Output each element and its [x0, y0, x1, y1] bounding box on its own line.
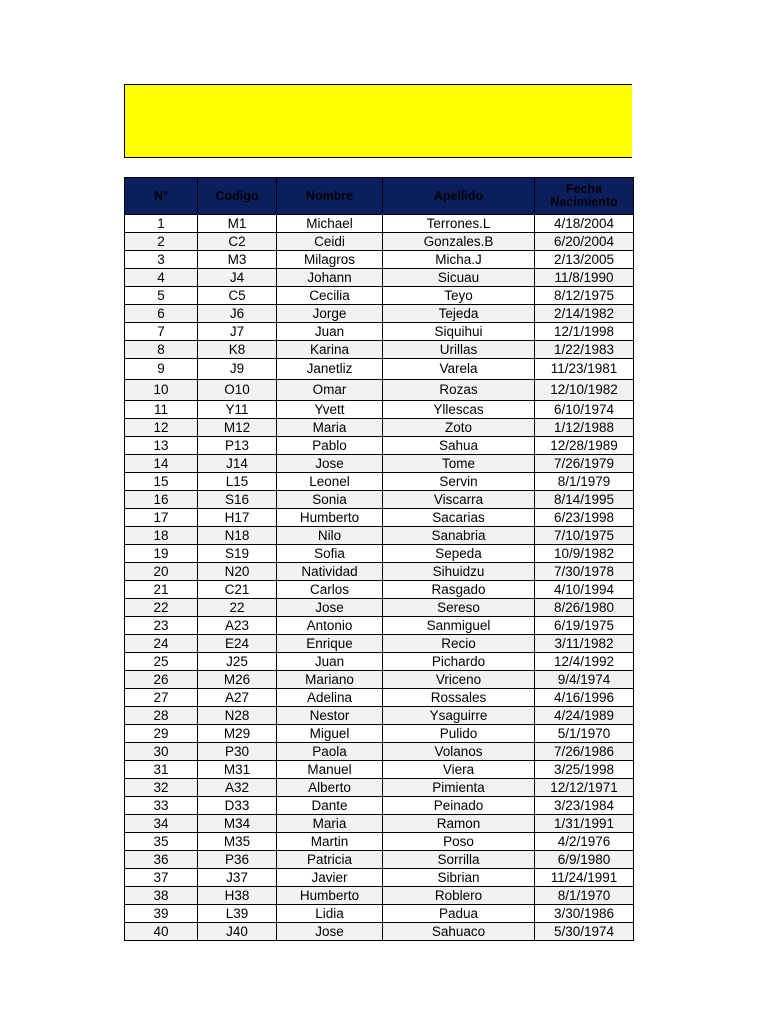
cell-last-name: Rossales [383, 689, 535, 707]
cell-last-name: Servin [383, 473, 535, 491]
cell-number: 34 [125, 815, 198, 833]
cell-birth-date: 8/1/1970 [535, 887, 634, 905]
cell-number: 15 [125, 473, 198, 491]
cell-code: J40 [198, 923, 277, 941]
table-row [125, 797, 634, 815]
cell-number: 21 [125, 581, 198, 599]
cell-first-name: Lidia [277, 905, 383, 923]
column-header-code: Codigo [198, 178, 277, 215]
cell-birth-date: 4/18/2004 [535, 215, 634, 233]
cell-code: M12 [198, 419, 277, 437]
cell-first-name: Dante [277, 797, 383, 815]
table-row [125, 635, 634, 653]
table-row [125, 359, 634, 380]
cell-code: M26 [198, 671, 277, 689]
cell-code: J14 [198, 455, 277, 473]
cell-number: 28 [125, 707, 198, 725]
cell-code: E24 [198, 635, 277, 653]
cell-birth-date: 11/24/1991 [535, 869, 634, 887]
cell-number: 5 [125, 287, 198, 305]
cell-code: J25 [198, 653, 277, 671]
cell-last-name: Pimienta [383, 779, 535, 797]
cell-code: M3 [198, 251, 277, 269]
cell-code: L15 [198, 473, 277, 491]
cell-code: M34 [198, 815, 277, 833]
cell-first-name: Alberto [277, 779, 383, 797]
cell-number: 7 [125, 323, 198, 341]
cell-birth-date: 2/14/1982 [535, 305, 634, 323]
cell-code: M35 [198, 833, 277, 851]
cell-code: N20 [198, 563, 277, 581]
cell-code: J7 [198, 323, 277, 341]
cell-number: 19 [125, 545, 198, 563]
cell-last-name: Sereso [383, 599, 535, 617]
cell-first-name: Jose [277, 923, 383, 941]
cell-code: M1 [198, 215, 277, 233]
cell-birth-date: 7/26/1979 [535, 455, 634, 473]
table-row [125, 509, 634, 527]
cell-birth-date: 6/10/1974 [535, 401, 634, 419]
table-row [125, 653, 634, 671]
cell-last-name: Roblero [383, 887, 535, 905]
cell-birth-date: 6/19/1975 [535, 617, 634, 635]
cell-code: A27 [198, 689, 277, 707]
table-row [125, 287, 634, 305]
table-row [125, 215, 634, 233]
cell-first-name: Patricia [277, 851, 383, 869]
cell-first-name: Johann [277, 269, 383, 287]
cell-number: 14 [125, 455, 198, 473]
cell-number: 31 [125, 761, 198, 779]
table-row [125, 419, 634, 437]
cell-first-name: Michael [277, 215, 383, 233]
cell-code: Y11 [198, 401, 277, 419]
table-row [125, 833, 634, 851]
students-table [124, 177, 634, 941]
cell-last-name: Padua [383, 905, 535, 923]
cell-code: 22 [198, 599, 277, 617]
cell-birth-date: 5/1/1970 [535, 725, 634, 743]
cell-birth-date: 3/11/1982 [535, 635, 634, 653]
table-row [125, 269, 634, 287]
table-row [125, 779, 634, 797]
table-row [125, 251, 634, 269]
cell-last-name: Zoto [383, 419, 535, 437]
cell-number: 3 [125, 251, 198, 269]
cell-number: 2 [125, 233, 198, 251]
cell-first-name: Humberto [277, 509, 383, 527]
cell-number: 26 [125, 671, 198, 689]
cell-code: D33 [198, 797, 277, 815]
cell-birth-date: 6/9/1980 [535, 851, 634, 869]
cell-code: C2 [198, 233, 277, 251]
cell-code: A32 [198, 779, 277, 797]
table-row [125, 869, 634, 887]
table-row [125, 455, 634, 473]
cell-number: 12 [125, 419, 198, 437]
cell-number: 30 [125, 743, 198, 761]
cell-birth-date: 7/26/1986 [535, 743, 634, 761]
cell-code: O10 [198, 380, 277, 401]
table-row [125, 437, 634, 455]
cell-last-name: Ramon [383, 815, 535, 833]
cell-first-name: Maria [277, 815, 383, 833]
cell-first-name: Carlos [277, 581, 383, 599]
cell-code: C21 [198, 581, 277, 599]
column-header-number: N° [125, 178, 198, 215]
cell-birth-date: 1/12/1988 [535, 419, 634, 437]
table-row [125, 671, 634, 689]
cell-first-name: Humberto [277, 887, 383, 905]
cell-code: M31 [198, 761, 277, 779]
cell-last-name: Micha.J [383, 251, 535, 269]
cell-last-name: Terrones.L [383, 215, 535, 233]
cell-birth-date: 6/20/2004 [535, 233, 634, 251]
cell-number: 9 [125, 359, 198, 380]
cell-number: 40 [125, 923, 198, 941]
column-header-birth-date: Fecha Nacimiento [535, 178, 634, 215]
title-banner [124, 84, 632, 158]
cell-code: J9 [198, 359, 277, 380]
cell-first-name: Jose [277, 455, 383, 473]
cell-birth-date: 4/24/1989 [535, 707, 634, 725]
table-row [125, 491, 634, 509]
cell-first-name: Manuel [277, 761, 383, 779]
cell-birth-date: 7/10/1975 [535, 527, 634, 545]
cell-birth-date: 4/10/1994 [535, 581, 634, 599]
table-row [125, 527, 634, 545]
cell-number: 10 [125, 380, 198, 401]
cell-first-name: Juan [277, 323, 383, 341]
table-row [125, 707, 634, 725]
cell-code: P30 [198, 743, 277, 761]
cell-code: P36 [198, 851, 277, 869]
cell-first-name: Janetliz [277, 359, 383, 380]
cell-last-name: Poso [383, 833, 535, 851]
table-row [125, 851, 634, 869]
cell-code: M29 [198, 725, 277, 743]
cell-number: 35 [125, 833, 198, 851]
cell-first-name: Karina [277, 341, 383, 359]
cell-code: P13 [198, 437, 277, 455]
table-row [125, 599, 634, 617]
table-row [125, 305, 634, 323]
cell-birth-date: 7/30/1978 [535, 563, 634, 581]
cell-first-name: Maria [277, 419, 383, 437]
cell-number: 4 [125, 269, 198, 287]
cell-code: A23 [198, 617, 277, 635]
cell-code: N18 [198, 527, 277, 545]
cell-code: S16 [198, 491, 277, 509]
cell-first-name: Ceidi [277, 233, 383, 251]
cell-birth-date: 12/12/1971 [535, 779, 634, 797]
table-row [125, 401, 634, 419]
cell-last-name: Tome [383, 455, 535, 473]
cell-first-name: Adelina [277, 689, 383, 707]
cell-birth-date: 5/30/1974 [535, 923, 634, 941]
cell-last-name: Vriceno [383, 671, 535, 689]
table-row [125, 341, 634, 359]
table-row [125, 563, 634, 581]
cell-number: 22 [125, 599, 198, 617]
cell-number: 24 [125, 635, 198, 653]
table-row [125, 233, 634, 251]
table-row [125, 689, 634, 707]
cell-last-name: Pulido [383, 725, 535, 743]
cell-last-name: Siquihui [383, 323, 535, 341]
cell-last-name: Sahuaco [383, 923, 535, 941]
cell-last-name: Sahua [383, 437, 535, 455]
cell-last-name: Ysaguirre [383, 707, 535, 725]
column-header-first-name: Nombre [277, 178, 383, 215]
cell-birth-date: 2/13/2005 [535, 251, 634, 269]
cell-first-name: Jorge [277, 305, 383, 323]
cell-last-name: Sibrian [383, 869, 535, 887]
table-body [125, 215, 634, 941]
cell-birth-date: 3/30/1986 [535, 905, 634, 923]
cell-last-name: Sanabria [383, 527, 535, 545]
table-row [125, 323, 634, 341]
cell-last-name: Viscarra [383, 491, 535, 509]
cell-birth-date: 12/10/1982 [535, 380, 634, 401]
cell-birth-date: 12/4/1992 [535, 653, 634, 671]
cell-number: 8 [125, 341, 198, 359]
cell-first-name: Pablo [277, 437, 383, 455]
cell-birth-date: 8/26/1980 [535, 599, 634, 617]
cell-last-name: Sacarias [383, 509, 535, 527]
cell-code: S19 [198, 545, 277, 563]
cell-first-name: Jose [277, 599, 383, 617]
cell-birth-date: 1/31/1991 [535, 815, 634, 833]
cell-first-name: Leonel [277, 473, 383, 491]
cell-birth-date: 8/12/1975 [535, 287, 634, 305]
cell-birth-date: 6/23/1998 [535, 509, 634, 527]
cell-last-name: Pichardo [383, 653, 535, 671]
table-row [125, 545, 634, 563]
cell-code: J37 [198, 869, 277, 887]
cell-last-name: Viera [383, 761, 535, 779]
cell-last-name: Varela [383, 359, 535, 380]
cell-first-name: Sonia [277, 491, 383, 509]
cell-last-name: Urillas [383, 341, 535, 359]
cell-last-name: Sanmiguel [383, 617, 535, 635]
cell-last-name: Recio [383, 635, 535, 653]
cell-last-name: Peinado [383, 797, 535, 815]
cell-birth-date: 3/23/1984 [535, 797, 634, 815]
cell-number: 20 [125, 563, 198, 581]
cell-first-name: Omar [277, 380, 383, 401]
cell-first-name: Antonio [277, 617, 383, 635]
cell-number: 33 [125, 797, 198, 815]
cell-last-name: Rasgado [383, 581, 535, 599]
cell-number: 37 [125, 869, 198, 887]
table-row [125, 815, 634, 833]
cell-last-name: Sorrilla [383, 851, 535, 869]
table-row [125, 761, 634, 779]
cell-code: C5 [198, 287, 277, 305]
cell-number: 36 [125, 851, 198, 869]
cell-last-name: Tejeda [383, 305, 535, 323]
cell-first-name: Martin [277, 833, 383, 851]
table-row [125, 905, 634, 923]
table-row [125, 923, 634, 941]
cell-birth-date: 11/8/1990 [535, 269, 634, 287]
cell-number: 32 [125, 779, 198, 797]
cell-birth-date: 3/25/1998 [535, 761, 634, 779]
table-row [125, 581, 634, 599]
cell-last-name: Sicuau [383, 269, 535, 287]
cell-first-name: Mariano [277, 671, 383, 689]
cell-first-name: Natividad [277, 563, 383, 581]
cell-number: 16 [125, 491, 198, 509]
cell-code: H17 [198, 509, 277, 527]
cell-last-name: Volanos [383, 743, 535, 761]
cell-number: 27 [125, 689, 198, 707]
cell-last-name: Sepeda [383, 545, 535, 563]
cell-number: 1 [125, 215, 198, 233]
cell-last-name: Gonzales.B [383, 233, 535, 251]
cell-number: 38 [125, 887, 198, 905]
cell-first-name: Milagros [277, 251, 383, 269]
table-header-row [125, 178, 634, 215]
cell-number: 23 [125, 617, 198, 635]
cell-number: 39 [125, 905, 198, 923]
cell-birth-date: 4/2/1976 [535, 833, 634, 851]
cell-first-name: Enrique [277, 635, 383, 653]
cell-first-name: Miguel [277, 725, 383, 743]
cell-last-name: Rozas [383, 380, 535, 401]
cell-last-name: Teyo [383, 287, 535, 305]
cell-number: 29 [125, 725, 198, 743]
cell-number: 17 [125, 509, 198, 527]
cell-first-name: Cecilia [277, 287, 383, 305]
cell-code: N28 [198, 707, 277, 725]
cell-number: 13 [125, 437, 198, 455]
cell-code: L39 [198, 905, 277, 923]
column-header-last-name: Apellido [383, 178, 535, 215]
cell-number: 25 [125, 653, 198, 671]
cell-last-name: Sihuidzu [383, 563, 535, 581]
cell-code: J4 [198, 269, 277, 287]
table-row [125, 725, 634, 743]
cell-birth-date: 8/1/1979 [535, 473, 634, 491]
cell-birth-date: 9/4/1974 [535, 671, 634, 689]
cell-first-name: Paola [277, 743, 383, 761]
cell-number: 18 [125, 527, 198, 545]
cell-birth-date: 11/23/1981 [535, 359, 634, 380]
cell-birth-date: 12/1/1998 [535, 323, 634, 341]
cell-first-name: Yvett [277, 401, 383, 419]
cell-first-name: Nilo [277, 527, 383, 545]
cell-code: J6 [198, 305, 277, 323]
cell-birth-date: 8/14/1995 [535, 491, 634, 509]
cell-first-name: Sofia [277, 545, 383, 563]
cell-number: 6 [125, 305, 198, 323]
cell-birth-date: 1/22/1983 [535, 341, 634, 359]
cell-code: K8 [198, 341, 277, 359]
cell-birth-date: 10/9/1982 [535, 545, 634, 563]
cell-first-name: Juan [277, 653, 383, 671]
table-row [125, 743, 634, 761]
table-row [125, 617, 634, 635]
cell-birth-date: 12/28/1989 [535, 437, 634, 455]
table-row [125, 380, 634, 401]
cell-number: 11 [125, 401, 198, 419]
table-row [125, 887, 634, 905]
table-row [125, 473, 634, 491]
cell-code: H38 [198, 887, 277, 905]
cell-first-name: Javier [277, 869, 383, 887]
cell-birth-date: 4/16/1996 [535, 689, 634, 707]
cell-first-name: Nestor [277, 707, 383, 725]
cell-last-name: Yllescas [383, 401, 535, 419]
